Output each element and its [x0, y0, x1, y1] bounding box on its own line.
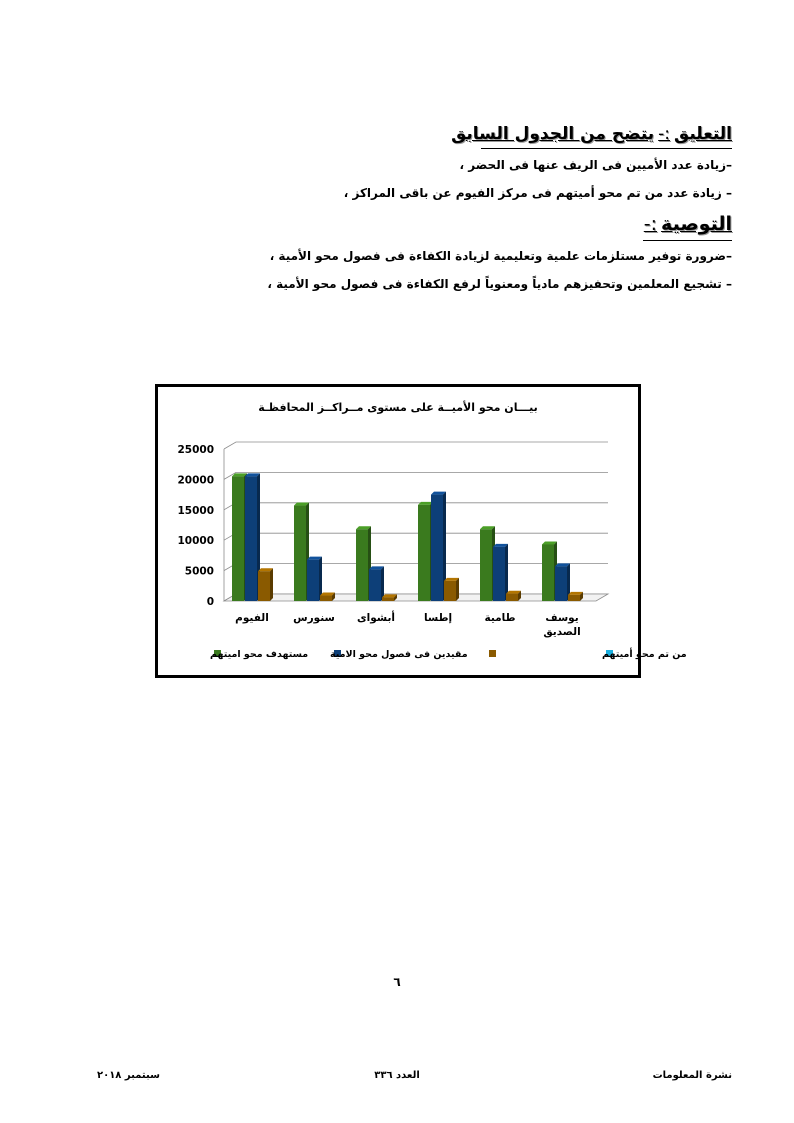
footer-date: سبتمبر ٢٠١٨ — [97, 1070, 160, 1081]
comment-heading — [451, 124, 732, 144]
bar — [480, 526, 495, 601]
chart-x-ticks — [235, 610, 581, 638]
bar — [431, 492, 446, 601]
gridline — [224, 533, 608, 540]
x-tick-label: يوسف الصديق — [543, 612, 581, 638]
comment-title: يتضح من الجدول السابق — [451, 124, 655, 144]
comment-rule — [481, 148, 732, 149]
x-tick-label: طامية — [484, 612, 516, 624]
bar — [294, 503, 309, 601]
bar — [444, 578, 459, 601]
y-tick-label: 10000 — [177, 535, 214, 548]
recommendation-line-1: –ضرورة توفير مستلزمات علمية وتعليمية لزيادة الكفاءة فى فصول محو الأمية ، — [269, 249, 732, 263]
comment-label: التعليق — [674, 124, 732, 144]
legend-item — [210, 649, 308, 660]
bar — [506, 591, 521, 601]
legend-item — [330, 649, 468, 660]
bar — [568, 592, 583, 601]
bar — [369, 566, 384, 601]
gridline — [224, 472, 608, 479]
chart-canvas — [158, 387, 687, 675]
bar — [493, 544, 508, 601]
bar — [320, 593, 335, 601]
bar — [258, 568, 273, 601]
x-tick-label: إطسا — [423, 612, 453, 624]
x-tick-label: سنورس — [293, 612, 335, 624]
gridline — [224, 503, 608, 510]
literacy-chart — [155, 384, 687, 678]
recommendation-heading — [640, 213, 732, 235]
y-tick-label: 25000 — [177, 444, 214, 456]
bar — [356, 526, 371, 601]
recommendation-separator: :- — [643, 213, 658, 235]
recommendation-rule — [643, 240, 732, 241]
bar — [232, 473, 247, 601]
chart-y-ticks — [177, 444, 214, 608]
bar — [555, 563, 570, 601]
comment-line-2: – زيادة عدد من تم محو أميتهم فى مركز الفيوم عن باقى المراكز ، — [343, 186, 732, 200]
gridline — [224, 442, 608, 449]
bar — [307, 557, 322, 601]
bar — [245, 473, 260, 601]
bar — [418, 502, 433, 601]
legend-label: من تم محو أميتهم — [602, 649, 687, 660]
legend-item — [489, 650, 496, 657]
comment-separator: :- — [658, 124, 671, 144]
y-tick-label: 15000 — [177, 504, 214, 517]
chart-title: بيـــان محو الأميــة على مستوى مــراكــز المحافظـة — [258, 401, 538, 414]
legend-label: مقيدين فى فصول محو الامية — [330, 649, 468, 660]
x-tick-label: أبشواى — [356, 612, 396, 624]
chart-bars — [232, 473, 583, 601]
chart-legend — [210, 647, 687, 660]
comment-line-1: –زيادة عدد الأميين فى الريف عنها فى الحضر ، — [459, 158, 732, 172]
footer-publication: نشرة المعلومات — [652, 1070, 732, 1081]
legend-label: مستهدف محو اميتهم — [210, 649, 309, 660]
y-tick-label: 5000 — [184, 565, 214, 578]
page-number: ٦ — [393, 975, 401, 989]
recommendation-label: التوصية — [661, 213, 732, 235]
x-tick-label: الفيوم — [235, 612, 269, 624]
bar — [382, 594, 397, 601]
y-tick-label: 20000 — [177, 474, 214, 487]
recommendation-line-2: – تشجيع المعلمين وتحفيزهم مادياً ومعنوياً لرفع الكفاءة فى فصول محو الأمية ، — [267, 277, 732, 291]
y-tick-label: 0 — [206, 596, 214, 608]
bar — [542, 541, 557, 601]
legend-item — [602, 647, 687, 660]
footer-issue: العدد ٣٣٦ — [374, 1070, 420, 1081]
